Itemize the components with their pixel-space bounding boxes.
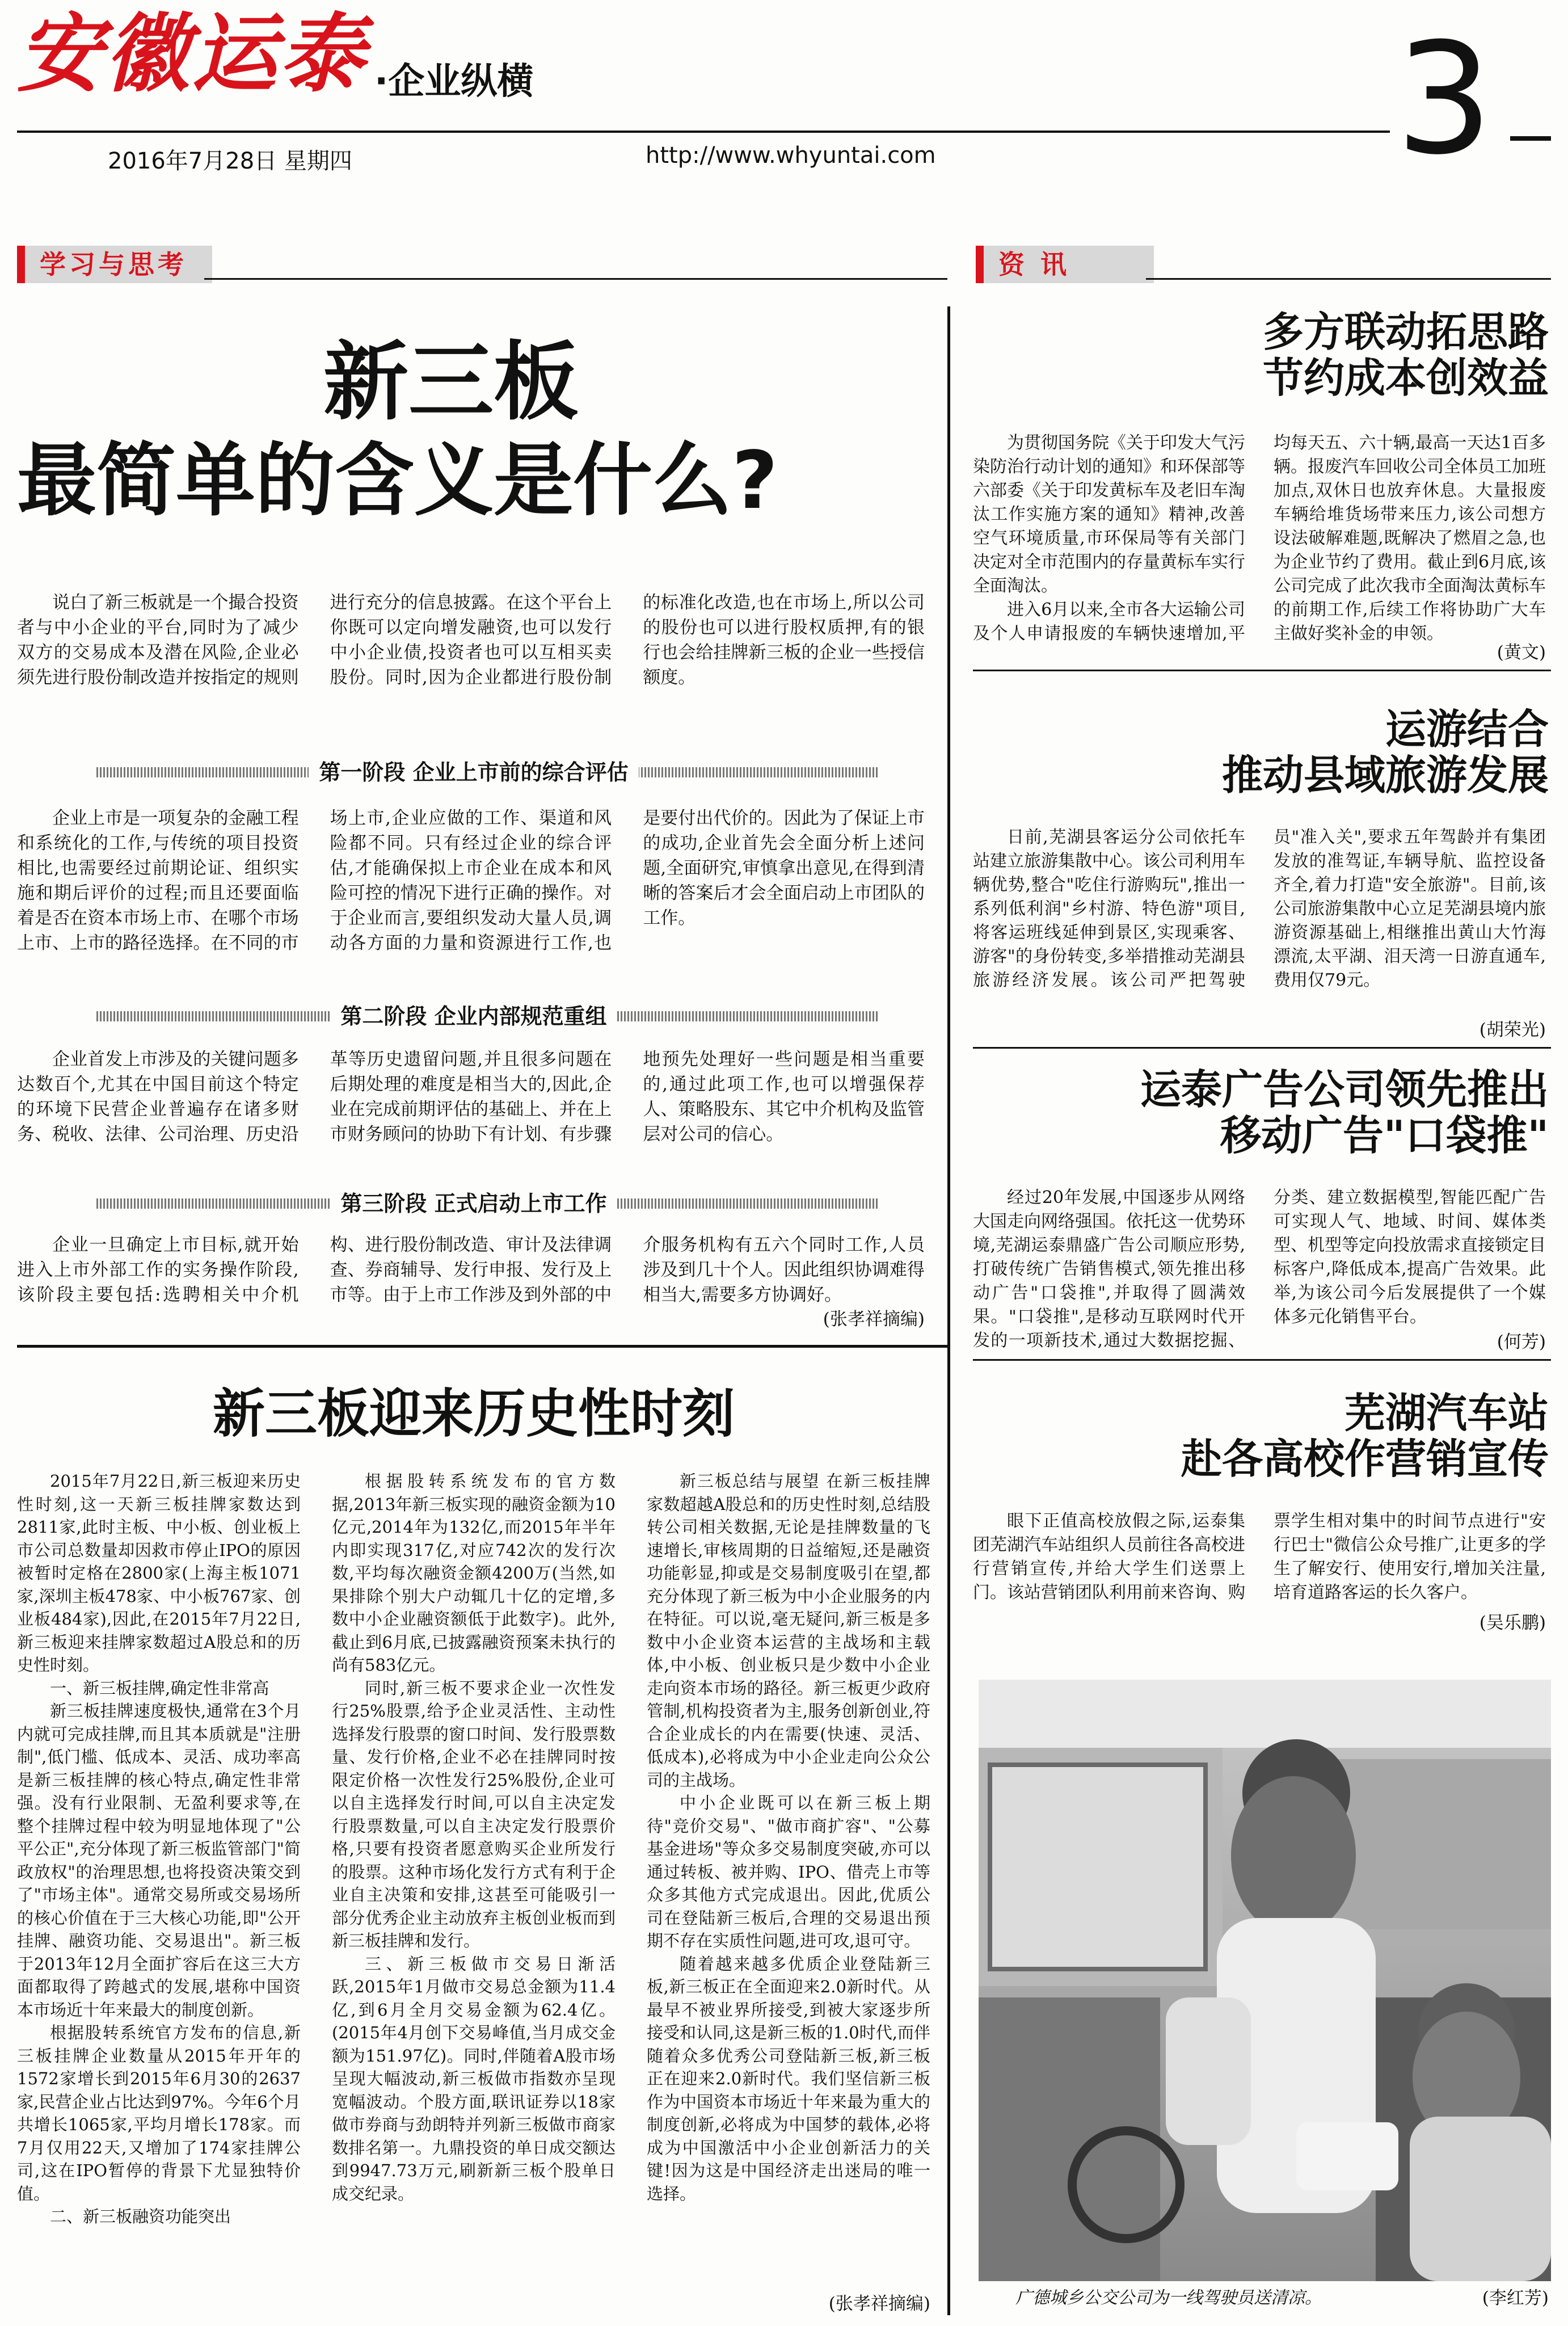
issue-date: 2016年7月28日 星期四 (108, 148, 352, 174)
article1-intro: 说白了新三板就是一个撮合投资者与中小企业的平台,同时为了减少双方的交易成本及潜在风险,企业必须先进行股份制改造并按指定的规则进行充分的信息披露。在这个平台上你既可以定向增发融资,也可以发行中小企业债,投资者也可以互相买卖股份。同时,因为企业都进行股份制的标准化改造,也在市场上,所以公司的股份也可以进行股权质押,有的银行也会给挂牌新三板的企业一些授信额度。 (17, 592, 925, 688)
news4-headline: 芜湖汽车站 赴各高校作营销宣传 (1181, 1389, 1549, 1483)
section-tag-study: 学习与思考 (17, 246, 212, 283)
news3-body: 经过20年发展,中国逐步从网络大国走向网络强国。依托这一优势环境,芜湖运泰鼎盛广告公司顺应形势,打破传统广告销售模式,领先推出移动广告"口袋推",并取得了圆满效果。"口袋推",是移动互联网时代开发的一项新技术,通过大数据挖掘、分类、建立数据模型,智能匹配广告可实现人气、地域、时间、媒体类型、机型等定向投放需求直接锁定目标客户,降低成本,提高广告效果。此举,为该公司今后发展提供了一个媒体多元化销售平台。 (973, 1188, 1546, 1351)
headline-main-line2: 最简单的含义是什么? (17, 435, 778, 527)
news-divider-1 (973, 670, 1551, 671)
stage3-body: 企业一旦确定上市目标,就开始进入上市外部工作的实务操作阶段,该阶段主要包括:选聘相关中介机构、进行股份制改造、审计及法律调查、券商辅导、发行申报、发行及上市等。由于上市工作涉及到外部的中介服务机构有五六个同时工作,人员涉及到几十个人。因此组织协调难得相当大,需要多方协调好。 (17, 1235, 925, 1305)
article-divider (17, 1345, 947, 1348)
photo-credit: (李红芳) (1482, 2288, 1549, 2308)
page-number-dash (1510, 136, 1551, 141)
news1-body: 为贯彻国务院《关于印发大气污染防治行动计划的通知》和环保部等六部委《关于印发黄标车及老旧车淘汰工作实施方案的通知》精神,改善空气环境质量,市环保局等有关部门决定对全市范围内的存量黄标车实行全面淘汰。 进入6月以来,全市各大运输公司及个人申请报废的车辆快速增加,平均每天五、六十辆,最高一天达1百多辆。报废汽车回收公司全体员工加班加点,双休日也放弃休息。大量报废车辆给堆货场带来压力,该公司想方设法破解难题,既解决了燃眉之急,也为企业节约了费用。截止到6月底,该公司完成了此次我市全面淘汰黄标车的前期工作,后续工作将协助广大车主做好奖补金的申领。 (973, 433, 1546, 643)
column-divider (947, 306, 950, 2315)
news2-credit: (胡荣光) (1479, 1020, 1546, 1040)
news-divider-2 (973, 1047, 1551, 1049)
news4-credit: (吴乐鹏) (1479, 1613, 1546, 1633)
article2-body: 2015年7月22日,新三板迎来历史性时刻,这一天新三板挂牌家数达到2811家,此时主板、中小板、创业板上市公司总数量却因救市停止IPO的原因被暂时定格在2800家(上海主板1071家,深圳主板478家、中小板767家、创业板484家),因此,在2015年7月22日,新三板迎来挂牌家数超过A股总和的历史性时刻。 一、新三板挂牌,确定性非常高 新三板挂牌速度极快,通常在3个月内就可完成挂牌,而且其本质就是"注册制",低门槛、低成本、灵活、成功率高是新三板挂牌的核心特点,确定性非常强。没有行业限制、无盈利要求等,在整个挂牌过程中较为明显地体现了"公平公正",充分体现了新三板监管部门"简政放权"的治理思想,也将投资决策交到了"市场主体"。通常交易所或交易场所的核心价值在于三大核心功能,即"公开挂牌、融资功能、交易退出"。新三板于2013年12月全面扩容后在这三大方面都取得了跨越式的发展,堪称中国资本市场近十年来最大的制度创新。 根据股转系统官方发布的信息,新三板挂牌企业数量从2015年开年的1572家增长到2015年6月30的2637家,民营企业占比达到97%。今年6个月共增长1065家,平均月增长178家。而7月仅用22天,又增加了174家挂牌公司,这在IPO暂停的背景下尤显独特价值。 二、新三板融资功能突出 根据股转系统发布的官方数据,2013年新三板实现的融资金额为10亿元,2014年为132亿,而2015年半年内即实现317亿,对应742次的发行次数,平均每次融资金额4200万(当然,如果排除个别大户动辄几十亿的定增,多数中小企业融资额低于此数字)。此外,截止到6月底,已披露融资预案未执行的尚有583亿元。 同时,新三板不要求企业一次性发行25%股票,给予企业灵活性、主动性选择发行股票的窗口时间、发行股票数量、发行价格,企业不必在挂牌同时按限定价格一次性发行25%股份,企业可以自主选择发行时间,可以自主决定发行股票数量,可以自主决定发行股票价格,只要有投资者愿意购买企业所发行的股票。这种市场化发行方式有利于企业自主决策和安排,这甚至可能吸引一部分优秀企业主动放弃主板创业板而到新三板挂牌和发行。 三、新三板做市交易日渐活跃,2015年1月做市交易总金额为11.4亿,到6月全月交易金额为62.4亿。(2015年4月创下交易峰值,当月成交金额为151.97亿)。同时,伴随着A股市场呈现大幅波动,新三板做市指数亦呈现宽幅波动。个股方面,联讯证券以18家做市券商与劲朗特并列新三板做市商家数排名第一。九鼎投资的单日成交额达到9947.73万元,刷新新三板个股单日成交纪录。 新三板总结与展望 在新三板挂牌家数超越A股总和的历史性时刻,总结股转公司相关数据,无论是挂牌数量的飞速增长,审核周期的日益缩短,还是融资功能彰显,抑或是交易制度吸引在望,都充分体现了新三板为中小企业服务的内在特征。可以说,毫无疑问,新三板是多数中小企业资本运营的主战场和主载体,中小板、创业板只是少数中小企业走向资本市场的路径。新三板更少政府管制,机构投资者为主,服务创新创业,符合企业成长的内在需要(快速、灵活、低成本),必将成为中小企业走向公众公司的主战场。 中小企业既可以在新三板上期待"竞价交易"、"做市商扩容"、"公募基金进场"等众多交易制度突破,亦可以通过转板、被并购、IPO、借壳上市等众多其他方式完成退出。因此,优质公司在登陆新三板后,合理的交易退出预期不存在实质性问题,进可攻,退可守。 随着越来越多优质企业登陆新三板,新三板正在全面迎来2.0新时代。从最早不被业界所接受,到被大家逐步所接受和认同,这是新三板的1.0时代,而伴随着众多优秀公司登陆新三板,新三板正在迎来2.0新时代。我们坚信新三板作为中国资本市场近十年来最为重大的制度创新,必将成为中国梦的载体,必将成为中国激活中小企业创新活力的关键!因为这是中国经济走出迷局的唯一选择。 (17, 1471, 930, 2226)
masthead-logo: 安徽运泰 (17, 4, 367, 104)
news3-headline: 运泰广告公司领先推出 移动广告"口袋推" (1140, 1066, 1549, 1159)
stage3-title: 第三阶段 正式启动上市工作 (330, 1191, 617, 1216)
page-number: 3 (1396, 10, 1493, 188)
headline-main-line1: 新三板 (323, 333, 579, 432)
tag-rule-left (204, 278, 947, 280)
news4-body: 眼下正值高校放假之际,运泰集团芜湖汽车站组织人员前往各高校进行营销宣传,并给大学生们送票上门。该站营销团队利用前来咨询、购票学生相对集中的时间节点进行"安行巴士"微信公众号推广,让更多的学生了解安行、使用安行,增加关注量,培育道路客运的长久客户。 (973, 1511, 1546, 1602)
news1-credit: (黄文) (1497, 642, 1546, 663)
news-divider-3 (973, 1359, 1551, 1361)
section-tag-news: 资 讯 (976, 246, 1154, 283)
news2-headline: 运游结合 推动县域旅游发展 (1221, 705, 1549, 799)
photo-illustration (979, 1680, 1551, 2281)
news3-credit: (何芳) (1497, 1332, 1546, 1352)
news1-headline: 多方联动拓思路 节约成本创效益 (1262, 308, 1549, 402)
stage2-body: 企业首发上市涉及的关键问题多达数百个,尤其在中国目前这个特定的环境下民营企业普遍存在诸多财务、税收、法律、公司治理、历史沿革等历史遗留问题,并且很多问题在后期处理的难度是相当大的,因此,企业在完成前期评估的基础上、并在上市财务顾问的协助下有计划、有步骤地预先处理好一些问题是相当重要的,通过此项工作,也可以增强保荐人、策略股东、其它中介机构及监管层对公司的信心。 (17, 1049, 925, 1145)
article2-headline: 新三板迎来历史性时刻 (212, 1383, 735, 1444)
section-title: ·企业纵横 (374, 61, 534, 103)
tag-rule-right (1146, 278, 1551, 280)
stage1-title: 第一阶段 企业上市前的综合评估 (309, 759, 638, 785)
photo-bus-driver (979, 1680, 1551, 2281)
stage1-body: 企业上市是一项复杂的金融工程和系统化的工作,与传统的项目投资相比,也需要经过前期论证、组织实施和期后评价的过程;而且还要面临着是否在资本市场上市、在哪个市场上市、上市的路径选择。在不同的市场上市,企业应做的工作、渠道和风险都不同。只有经过企业的综合评估,才能确保拟上市企业在成本和风险可控的情况下进行正确的操作。对于企业而言,要组织发动大量人员,调动各方面的力量和资源进行工作,也是要付出代价的。因此为了保证上市的成功,企业首先会全面分析上述问题,全面研究,审慎拿出意见,在得到清晰的答案后才会全面启动上市团队的工作。 (17, 808, 925, 953)
stage2-title: 第二阶段 企业内部规范重组 (330, 1003, 617, 1029)
masthead-rule (17, 131, 1390, 133)
article1-credit: (张孝祥摘编) (823, 1309, 925, 1330)
website-url: http://www.whyuntai.com (646, 142, 936, 169)
article2-credit: (张孝祥摘编) (828, 2294, 930, 2314)
news2-body: 日前,芜湖县客运分公司依托车站建立旅游集散中心。该公司利用车辆优势,整合"吃住行游购玩",推出一系列低利润"乡村游、特色游"项目,将客运班线延伸到景区,实现乘客、游客"的身份转变,多举措推动芜湖县旅游经济发展。该公司严把驾驶员"准入关",要求五年驾龄并有集团发放的准驾证,车辆导航、监控设备齐全,着力打造"安全旅游"。目前,该公司旅游集散中心立足芜湖县境内旅游资源基础上,相继推出黄山大竹海漂流,太平湖、泪天湾一日游直通车,费用仅79元。 (973, 827, 1546, 990)
photo-caption: 广德城乡公交公司为一线驾驶员送清凉。 (1015, 2288, 1322, 2308)
